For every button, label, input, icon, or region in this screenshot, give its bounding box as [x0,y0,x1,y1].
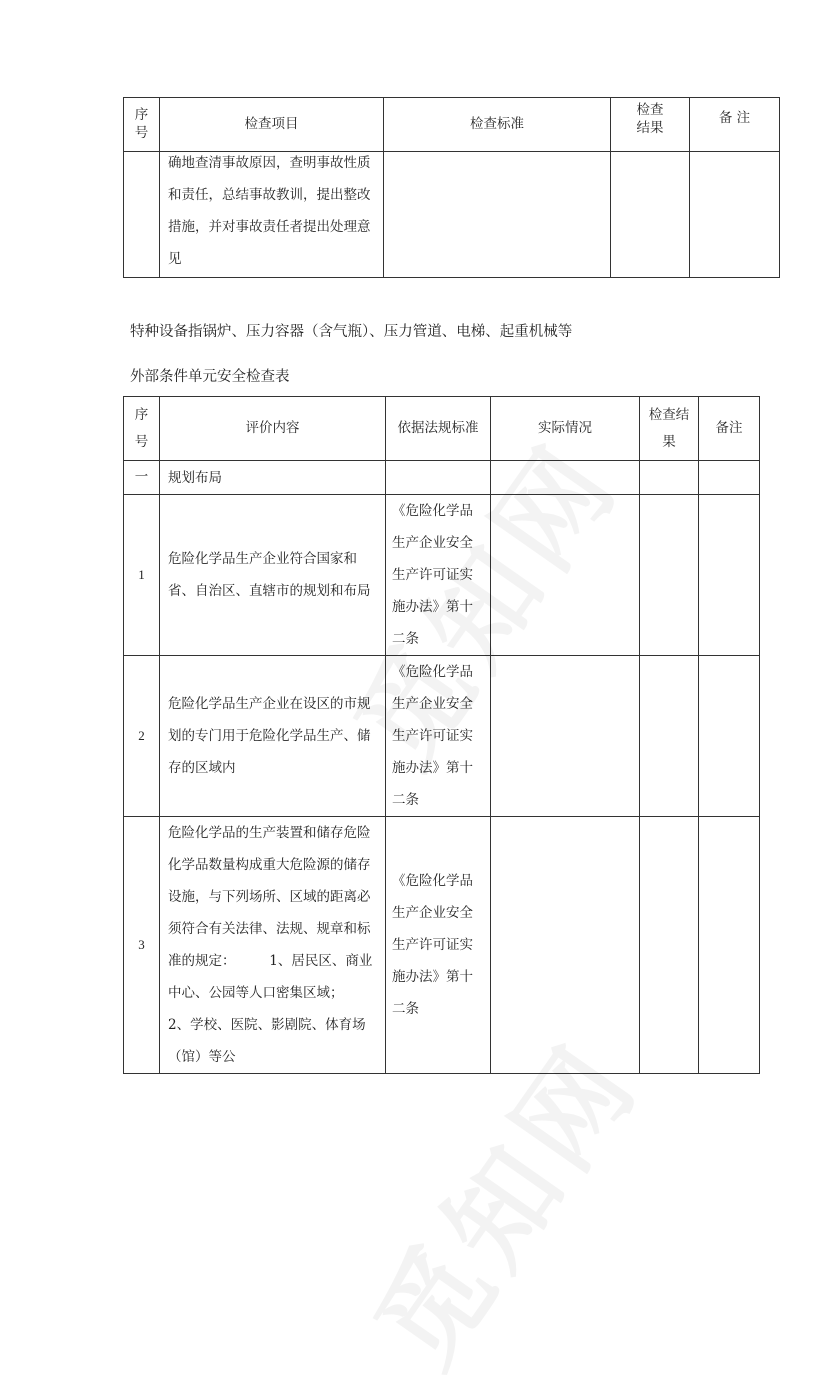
row-content: 危险化学品生产企业在设区的市规划的专门用于危险化学品生产、储存的区域内 [160,656,386,817]
table-row [124,817,760,1074]
header-item: 检查项目 [160,98,384,152]
table-row [124,656,760,817]
row-basis: 《危险化学品生产企业安全生产许可证实施办法》第十二条 [386,817,491,1074]
row-item: 确地查清事故原因，查明事故性质和责任，总结事故教训，提出整改措施，并对事故责任者提出处理意见 [160,152,384,278]
header-no: 序 号 [124,397,160,461]
row-no [124,152,160,278]
row-basis: 《危险化学品生产企业安全生产许可证实施办法》第十二条 [386,656,491,817]
header-standard: 检查标准 [384,98,611,152]
section-no: 一 [124,461,160,495]
row-content: 危险化学品生产企业符合国家和省、自治区、直辖市的规划和布局 [160,495,386,656]
header-result: 检查 结果 [611,98,690,152]
row-basis: 《危险化学品生产企业安全生产许可证实施办法》第十二条 [386,495,491,656]
row-remark [690,152,780,278]
row-result [611,152,690,278]
table-row [124,495,760,656]
row-no: 1 [124,495,160,656]
header-actual: 实际情况 [491,397,640,461]
inspection-table-1 [123,97,780,278]
header-basis: 依据法规标准 [386,397,491,461]
section-title: 规划布局 [160,461,386,495]
note-text: 特种设备指锅炉、压力容器（含气瓶）、压力管道、电梯、起重机械等 [130,324,573,340]
header-result: 检查结 果 [640,397,699,461]
external-conditions-table [123,396,760,1074]
row-no: 2 [124,656,160,817]
row-content: 危险化学品的生产装置和储存危险化学品数量构成重大危险源的储存设施，与下列场所、区域的距离必须符合有关法律、法规、规章和标准的规定： 1、居民区、商业中心、公园等人口密集区域； 2、学校、医院、影剧院、体育场（馆）等公 [160,817,386,1074]
row-no: 3 [124,817,160,1074]
header-no: 序 号 [124,98,160,152]
row-standard [384,152,611,278]
header-remark: 备注 [699,397,760,461]
header-remark: 备 注 [690,98,780,152]
table-title: 外部条件单元安全检查表 [130,369,290,385]
header-content: 评价内容 [160,397,386,461]
